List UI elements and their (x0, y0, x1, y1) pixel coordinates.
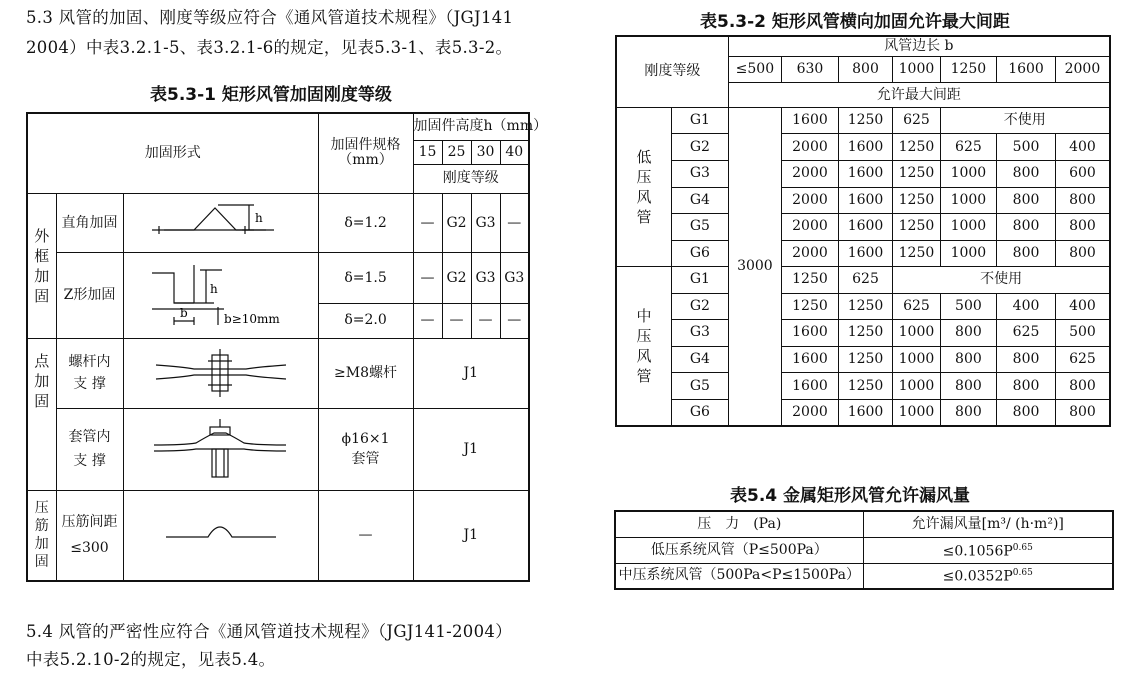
spec-sleeve: ϕ16×1 套管 (318, 408, 413, 490)
t2-mid-grade-3: G4 (672, 346, 729, 373)
t2-mid-cell: 400 (1055, 293, 1110, 320)
t2-mid-cell: 800 (1055, 399, 1110, 426)
group-rib (27, 490, 56, 581)
t2-mid-cell: 800 (940, 399, 997, 426)
row-rib-label: 压筋间距 ≤300 (56, 490, 123, 581)
z-h-label: h (209, 281, 218, 296)
t2-mid-cell: 800 (1055, 373, 1110, 400)
t2-mid-cell: 1600 (782, 346, 839, 373)
t2-not-used: 不使用 (940, 107, 1110, 134)
t3-row-low-pressure: 低压系统风管（P≤500Pa） (615, 537, 863, 563)
t2-mid-cell: 800 (940, 346, 997, 373)
t2-low-cell: 2000 (782, 134, 839, 161)
t2-mid-cell: 800 (940, 320, 997, 347)
z2-val-30: — (471, 304, 500, 338)
t2-mid-grade-1: G2 (672, 293, 729, 320)
t2-low-cell: 500 (997, 134, 1056, 161)
t2-low-cell: 2000 (782, 161, 839, 188)
t2-group-low-label: 低压风管 (636, 148, 652, 227)
t2-low-cell: 1250 (893, 134, 940, 161)
header-form: 加固形式 (27, 113, 318, 193)
t2-mid-cell: 1000 (893, 399, 940, 426)
sleeve-support-diagram (124, 409, 319, 489)
angle-val-15: — (413, 193, 442, 253)
group-outer-frame (27, 193, 56, 338)
t2-mid-cell: 625 (838, 267, 893, 294)
z2-val-15: — (413, 304, 442, 338)
t2-low-cell: 1600 (838, 240, 893, 267)
t2-low-cell: 600 (1055, 161, 1110, 188)
table-5-4 (614, 510, 1114, 590)
t2-mid-cell: 1250 (838, 320, 893, 347)
z2-val-25: — (442, 304, 471, 338)
rib-diagram (124, 491, 319, 579)
t2-mid-grade-2: G3 (672, 320, 729, 347)
t2-mid-cell: 500 (1055, 320, 1110, 347)
t2-mid-cell: 1250 (838, 293, 893, 320)
t3-row-mid-value (863, 563, 1113, 589)
t2-low-cell: 1000 (940, 187, 997, 214)
size-630: 630 (782, 56, 839, 83)
t3-header-leak: 允许漏风量[m³/ (h·m²)] (863, 511, 1113, 537)
t2-low-cell: 1600 (838, 161, 893, 188)
z-bracket-diagram (124, 255, 319, 337)
t2-mid-cell: 625 (1055, 346, 1110, 373)
t3-mid-coef: ≤0.0352P (942, 569, 1013, 586)
t2-mid-cell: 1000 (893, 373, 940, 400)
t2-group-low (616, 107, 672, 266)
spec-z2: δ=2.0 (318, 304, 413, 338)
row-screw-label: 螺杆内 支 撑 (56, 338, 123, 408)
t2-low-grade-5: G6 (672, 240, 729, 267)
sleeve-grade: J1 (413, 408, 529, 490)
size-500: ≤500 (728, 56, 782, 83)
t2-low-cell: 800 (1055, 214, 1110, 241)
t2-low-cell: 1000 (940, 161, 997, 188)
spec-rib: — (318, 490, 413, 581)
t2-low-cell: 800 (997, 214, 1056, 241)
angle-h-label: h (254, 211, 263, 225)
angle-figure (123, 193, 318, 253)
angle-val-25: G2 (442, 193, 471, 253)
size-800: 800 (838, 56, 893, 83)
t2-low-grade-0: G1 (672, 107, 729, 134)
z-b-note: b≥10mm (223, 311, 280, 326)
t2-low-cell: 400 (1055, 134, 1110, 161)
height-30: 30 (471, 140, 500, 164)
t2-low-grade-3: G4 (672, 187, 729, 214)
t2-low-cell: 1600 (838, 134, 893, 161)
header-grade: 刚度等级 (413, 165, 529, 193)
row-angle-label: 直角加固 (56, 193, 123, 253)
z-figure (123, 253, 318, 338)
intro-line-2: 2004）中表3.2.1-5、表3.2.1-6的规定，见表5.3-1、表5.3-2。 (26, 38, 513, 57)
screw-support-diagram (124, 339, 319, 407)
outro-line-2: 中表5.2.10-2的规定，见表5.4。 (26, 650, 276, 669)
row-z-label: Z形加固 (56, 253, 123, 338)
t2-not-used: 不使用 (893, 267, 1110, 294)
t2-low-cell: 1600 (838, 187, 893, 214)
t2-mid-grade-4: G5 (672, 373, 729, 400)
t2-mid-cell: 1250 (782, 293, 839, 320)
t2-mid-cell: 400 (997, 293, 1056, 320)
t2-mid-cell: 1250 (782, 267, 839, 294)
row-sleeve-label: 套管内 支 撑 (56, 408, 123, 490)
t3-low-exp: 0.65 (1012, 542, 1033, 553)
screw-figure (123, 338, 318, 408)
screw-grade: J1 (413, 338, 529, 408)
height-40: 40 (500, 140, 529, 164)
t3-mid-exp: 0.65 (1012, 568, 1033, 579)
table-5-3-1-title: 表5.3-1 矩形风管加固刚度等级 (150, 85, 392, 105)
t2-low-cell: 625 (940, 134, 997, 161)
t2-mid-cell: 625 (893, 293, 940, 320)
t2-mid-cell: 800 (997, 346, 1056, 373)
t2-low-cell: 800 (997, 161, 1056, 188)
table-5-3-1 (26, 112, 548, 582)
t2-low-cell: 625 (893, 107, 940, 134)
size-1000: 1000 (893, 56, 940, 83)
z2-val-40: — (500, 304, 529, 338)
t2-mid-cell: 500 (940, 293, 997, 320)
t2-low-cell: 800 (997, 187, 1056, 214)
t2-first-col: 3000 (728, 107, 782, 426)
t2-low-cell: 1250 (893, 214, 940, 241)
t2-mid-cell: 1250 (838, 346, 893, 373)
t2-mid-cell: 2000 (782, 399, 839, 426)
t2-low-cell: 2000 (782, 240, 839, 267)
size-1250: 1250 (940, 56, 997, 83)
t2-low-cell: 1000 (940, 214, 997, 241)
t2-low-cell: 1250 (893, 187, 940, 214)
t2-mid-cell: 1600 (838, 399, 893, 426)
t2-low-cell: 1000 (940, 240, 997, 267)
t2-mid-cell: 800 (997, 373, 1056, 400)
t2-low-cell: 1250 (838, 107, 893, 134)
t2-mid-cell: 800 (997, 399, 1056, 426)
t2-mid-cell: 1000 (893, 346, 940, 373)
sleeve-figure (123, 408, 318, 490)
t2-header-grade: 刚度等级 (616, 36, 728, 107)
size-1600: 1600 (997, 56, 1056, 83)
t2-low-cell: 2000 (782, 214, 839, 241)
z-b-label: b (179, 305, 188, 320)
t2-mid-cell: 625 (997, 320, 1056, 347)
spec-angle: δ=1.2 (318, 193, 413, 253)
rib-figure (123, 490, 318, 581)
t2-low-cell: 800 (1055, 240, 1110, 267)
t2-low-cell: 800 (997, 240, 1056, 267)
t2-low-cell: 2000 (782, 187, 839, 214)
t2-low-grade-4: G5 (672, 214, 729, 241)
group-point-label: 点加固 (34, 351, 50, 410)
t2-low-cell: 800 (1055, 187, 1110, 214)
height-15: 15 (413, 140, 442, 164)
t2-low-cell: 1600 (782, 107, 839, 134)
t2-low-cell: 1250 (893, 240, 940, 267)
t2-mid-grade-5: G6 (672, 399, 729, 426)
rib-grade: J1 (413, 490, 529, 581)
z1-val-40: G3 (500, 253, 529, 304)
t2-low-grade-2: G3 (672, 161, 729, 188)
header-spec: 加固件规格 （mm） (318, 113, 413, 193)
t2-mid-cell: 1250 (838, 373, 893, 400)
t2-mid-grade-0: G1 (672, 267, 729, 294)
t2-header-side: 风管边长 b (728, 36, 1110, 56)
intro-line-1: 5.3 风管的加固、刚度等级应符合《通风管道技术规程》（JGJ141 (26, 8, 514, 27)
t3-row-low-value (863, 537, 1113, 563)
table-5-3-2 (615, 35, 1111, 427)
t2-mid-cell: 1600 (782, 320, 839, 347)
group-point (27, 338, 56, 490)
z1-val-30: G3 (471, 253, 500, 304)
t2-mid-cell: 1000 (893, 320, 940, 347)
t3-header-pressure: 压 力 (Pa) (615, 511, 863, 537)
angle-val-30: G3 (471, 193, 500, 253)
t3-low-coef: ≤0.1056P (942, 543, 1013, 560)
t2-mid-cell: 1600 (782, 373, 839, 400)
t2-low-cell: 1600 (838, 214, 893, 241)
header-height: 加固件高度h（mm） (413, 113, 529, 140)
spec-z1: δ=1.5 (318, 253, 413, 304)
table-5-3-2-title: 表5.3-2 矩形风管横向加固允许最大间距 (700, 12, 1010, 32)
t2-header-allow: 允许最大间距 (728, 83, 1110, 108)
outro-line-1: 5.4 风管的严密性应符合《通风管道技术规程》（JGJ141-2004） (26, 622, 513, 641)
angle-val-40: — (500, 193, 529, 253)
t2-low-grade-1: G2 (672, 134, 729, 161)
t3-row-mid-pressure: 中压系统风管（500Pa<P≤1500Pa） (615, 563, 863, 589)
table-5-4-title: 表5.4 金属矩形风管允许漏风量 (730, 486, 971, 506)
t2-low-cell: 1250 (893, 161, 940, 188)
z1-val-15: — (413, 253, 442, 304)
group-outer-frame-label: 外框加固 (34, 226, 50, 305)
group-rib-label: 压筋加固 (34, 500, 49, 571)
size-2000: 2000 (1055, 56, 1110, 83)
z1-val-25: G2 (442, 253, 471, 304)
angle-bracket-diagram (124, 194, 319, 252)
t2-group-mid-label: 中压风管 (636, 307, 652, 386)
height-25: 25 (442, 140, 471, 164)
spec-screw: ≥M8螺杆 (318, 338, 413, 408)
t2-mid-cell: 800 (940, 373, 997, 400)
t2-group-mid (616, 267, 672, 426)
